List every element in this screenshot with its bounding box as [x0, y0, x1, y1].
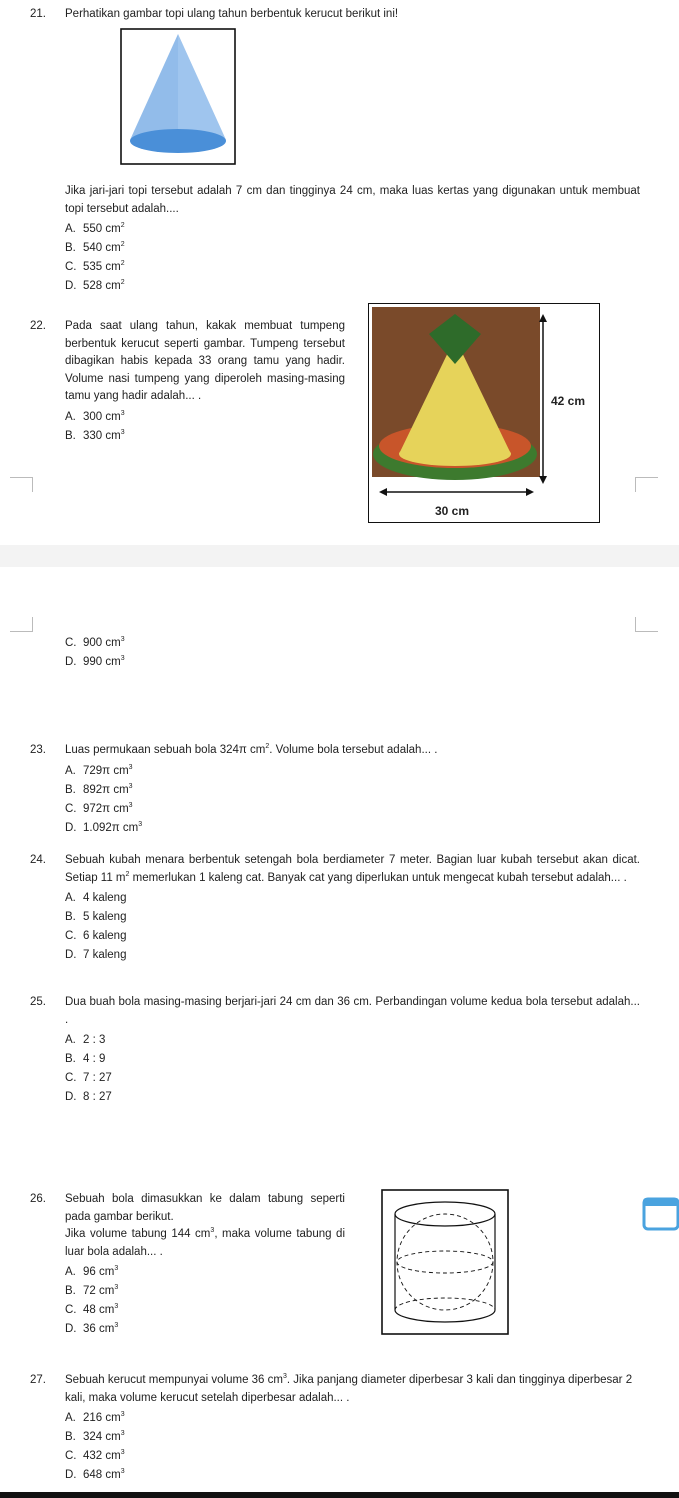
- bottom-bar: [0, 1492, 679, 1498]
- option-a[interactable]: A. 216 $cm^3$: [65, 1411, 125, 1424]
- height-label: 42 cm: [551, 394, 586, 408]
- sphere-in-cylinder-figure: [381, 1189, 509, 1335]
- question-21-body: [30, 183, 640, 296]
- question-text: Pada saat ulang tahun, kakak membuat tumpeng berbentuk kerucut seperti gambar. Tumpeng tersebut dibagikan habis kepada 33 orang tamu yang hadir. Volume nasi tumpeng yang diperoleh masing-masing tamu yang hadir adalah... .: [65, 320, 345, 402]
- question-text: Sebuah kubah menara berbentuk setengah bola berdiameter 7 meter. Bagian luar kubah tersebut akan dicat. Setiap 11 $m^2$ memerlukan 1 kaleng cat. Banyak cat yang diperlukan untuk mengecat kubah tersebut adalah... .: [65, 854, 640, 884]
- page-corner: [635, 617, 658, 632]
- option-b[interactable]: B. 892π $cm^3$: [65, 782, 133, 796]
- option-b[interactable]: B. 330 $cm^3$: [65, 428, 125, 442]
- question-number: 21.: [30, 8, 46, 20]
- option-c[interactable]: C. 900 $cm^3$: [65, 636, 125, 649]
- question-number: 26.: [30, 1193, 46, 1205]
- option-c[interactable]: C. 432 $cm^3$: [65, 1449, 125, 1462]
- question-number: 24.: [30, 854, 46, 866]
- options: [65, 762, 640, 838]
- option-a[interactable]: A. 4 kaleng: [65, 892, 127, 904]
- question-text-2: Jika jari-jari topi tersebut adalah 7 cm dan tingginya 24 cm, maka luas kertas yang digunakan untuk membuat topi tersebut adalah....: [65, 185, 640, 215]
- question-text: Perhatikan gambar topi ulang tahun berbentuk kerucut berikut ini!: [65, 8, 399, 20]
- option-b[interactable]: B. 324 $cm^3$: [65, 1430, 125, 1443]
- option-d[interactable]: D. 36 $cm^3$: [65, 1322, 119, 1335]
- option-b[interactable]: B. 540 $cm^2$: [65, 241, 125, 254]
- question-21: [30, 6, 640, 24]
- cone-base: [130, 129, 226, 153]
- option-d[interactable]: D. 7 kaleng: [65, 949, 127, 961]
- options: [65, 1409, 640, 1485]
- option-a[interactable]: A. 300 $cm^3$: [65, 409, 125, 423]
- option-c[interactable]: C. 972π $cm^3$: [65, 801, 133, 815]
- page-corner: [10, 617, 33, 632]
- window-icon: [641, 1196, 679, 1232]
- question-22: [30, 318, 345, 446]
- question-24: [30, 852, 640, 965]
- question-text: Sebuah kerucut mempunyai volume 36 $cm^3$. Jika panjang diameter diperbesar 3 kali dan tingginya diperbesar 2 kali, maka volume kerucut setelah diperbesar adalah... .: [65, 1373, 633, 1404]
- option-b[interactable]: B. 4 : 9: [65, 1053, 106, 1065]
- question-number: 25.: [30, 996, 46, 1008]
- question-text: Dua buah bola masing-masing berjari-jari 24 cm dan 36 cm. Perbandingan volume kedua bola tersebut adalah... .: [65, 996, 640, 1026]
- question-27: [30, 1372, 640, 1485]
- option-c[interactable]: C. 6 kaleng: [65, 930, 127, 942]
- option-a[interactable]: A. 729π $cm^3$: [65, 763, 133, 777]
- question-26: [30, 1191, 345, 1339]
- page-corner: [635, 477, 658, 492]
- page-break: [0, 545, 679, 567]
- option-d[interactable]: D. 1.092π $cm^3$: [65, 820, 143, 834]
- option-a[interactable]: A. 2 : 3: [65, 1034, 106, 1046]
- option-a[interactable]: A. 96 $cm^3$: [65, 1265, 119, 1278]
- options: [65, 1031, 640, 1107]
- question-22-continued: [30, 632, 640, 672]
- option-c[interactable]: C. 535 $cm^2$: [65, 260, 125, 273]
- option-b[interactable]: B. 72 $cm^3$: [65, 1284, 119, 1297]
- option-d[interactable]: D. 8 : 27: [65, 1091, 112, 1103]
- page-corner: [10, 477, 33, 492]
- question-number: 22.: [30, 320, 46, 332]
- options: [65, 889, 640, 965]
- option-d[interactable]: D. 528 $cm^2$: [65, 279, 125, 292]
- tumpeng-figure: [368, 303, 600, 523]
- question-number: 23.: [30, 744, 46, 756]
- question-23: [30, 742, 640, 838]
- option-c[interactable]: C. 48 $cm^3$: [65, 1303, 119, 1316]
- question-text: Sebuah bola dimasukkan ke dalam tabung seperti pada gambar berikut.: [65, 1193, 345, 1223]
- option-b[interactable]: B. 5 kaleng: [65, 911, 127, 923]
- option-d[interactable]: D. 648 $cm^3$: [65, 1468, 125, 1481]
- option-c[interactable]: C. 7 : 27: [65, 1072, 112, 1084]
- option-a[interactable]: A. 550 $cm^2$: [65, 222, 125, 235]
- options: [65, 408, 345, 446]
- options: [65, 220, 640, 296]
- question-number: 27.: [30, 1374, 46, 1386]
- question-25: [30, 994, 640, 1107]
- question-text: Luas permukaan sebuah bola 324π $cm^2$. Volume bola tersebut adalah... .: [65, 743, 438, 756]
- option-d[interactable]: D. 990 $cm^3$: [65, 655, 125, 668]
- width-label: 30 cm: [435, 504, 470, 518]
- party-hat-cone-figure: [120, 28, 236, 165]
- options: [65, 634, 640, 672]
- question-text-2: Jika volume tabung 144 $cm^3$, maka volume tabung di luar bola adalah... .: [65, 1227, 346, 1258]
- options: [65, 1263, 345, 1339]
